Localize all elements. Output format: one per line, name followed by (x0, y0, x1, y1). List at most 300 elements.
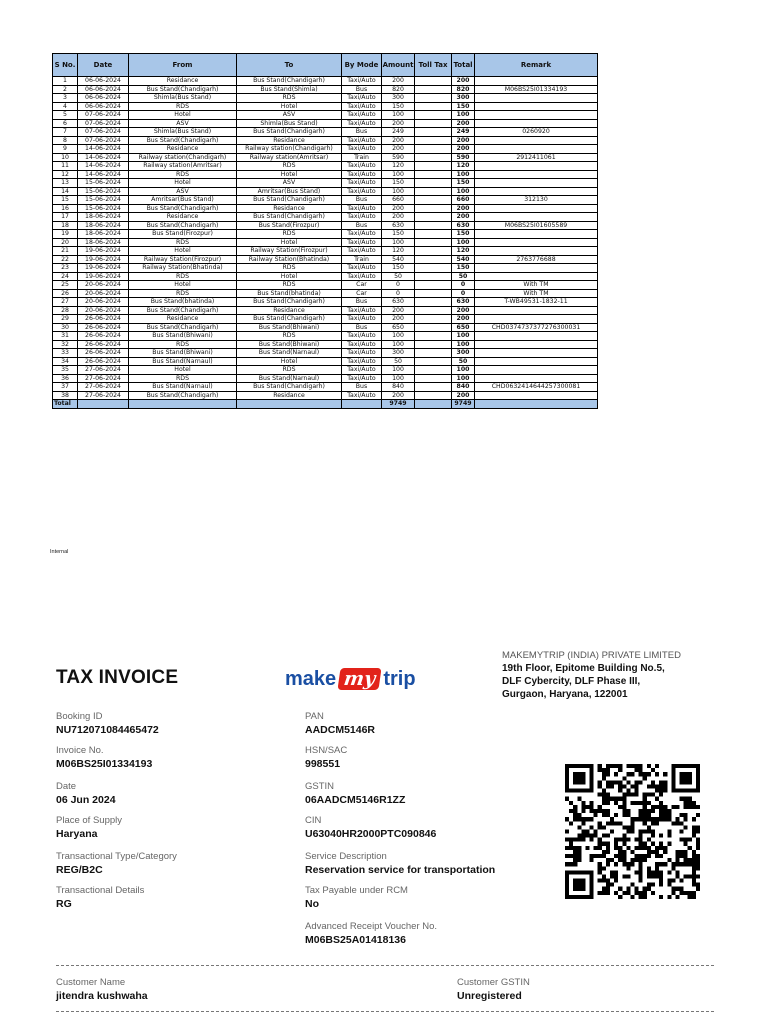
table-cell: 50 (382, 357, 415, 366)
column-header: By Mode (342, 54, 382, 77)
table-cell: 06-06-2024 (78, 102, 129, 111)
table-cell: 200 (382, 77, 415, 86)
table-cell: Train (342, 255, 382, 264)
table-row (53, 255, 598, 264)
table-cell: 35 (53, 366, 78, 375)
table-cell: Taxi/Auto (342, 230, 382, 239)
pan-field: PAN AADCM5146R (305, 711, 376, 736)
table-row (53, 204, 598, 213)
table-cell (415, 179, 452, 188)
table-cell: 0 (452, 281, 475, 290)
table-cell: RDS (237, 281, 342, 290)
total-row (53, 400, 598, 409)
table-cell: Shimla(Bus Stand) (129, 128, 237, 137)
table-cell (475, 170, 598, 179)
advance-receipt-voucher-field: Advanced Receipt Voucher No. M06BS25A01418136 (305, 921, 438, 946)
table-cell: 3 (53, 94, 78, 103)
table-cell (415, 204, 452, 213)
date-field: Date 06 Jun 2024 (56, 781, 116, 806)
table-cell: 2 (53, 85, 78, 94)
table-cell: 34 (53, 357, 78, 366)
booking-id-field: Booking ID NU712071084465472 (56, 711, 159, 736)
table-cell: 200 (382, 391, 415, 400)
table-cell: 15-06-2024 (78, 187, 129, 196)
classification-label: Internal (50, 549, 69, 555)
column-header: Date (78, 54, 129, 77)
table-cell (415, 289, 452, 298)
table-row (53, 153, 598, 162)
table-cell: 120 (382, 162, 415, 171)
table-cell: 650 (452, 323, 475, 332)
table-cell: 0 (382, 289, 415, 298)
table-cell: Railway station(Amritsar) (129, 162, 237, 171)
table-cell: 100 (382, 332, 415, 341)
table-cell: Taxi/Auto (342, 213, 382, 222)
table-cell: 150 (452, 179, 475, 188)
table-cell (475, 332, 598, 341)
table-cell: RDS (237, 366, 342, 375)
table-cell: Bus (342, 298, 382, 307)
table-cell: 32 (53, 340, 78, 349)
table-cell: RDS (237, 162, 342, 171)
table-cell: M06BS25I01334193 (475, 85, 598, 94)
table-cell: 33 (53, 349, 78, 358)
table-cell: 660 (452, 196, 475, 205)
table-cell (475, 349, 598, 358)
table-cell: Hotel (237, 238, 342, 247)
table-cell: 19-06-2024 (78, 272, 129, 281)
table-row (53, 102, 598, 111)
table-cell: Residance (129, 213, 237, 222)
table-cell: 20-06-2024 (78, 306, 129, 315)
table-cell: Taxi/Auto (342, 357, 382, 366)
table-cell: 07-06-2024 (78, 111, 129, 120)
table-cell: Taxi/Auto (342, 77, 382, 86)
table-cell (415, 247, 452, 256)
column-header: Remark (475, 54, 598, 77)
table-cell: 31 (53, 332, 78, 341)
table-cell (475, 315, 598, 324)
invoice-title: TAX INVOICE (56, 667, 179, 688)
table-row (53, 289, 598, 298)
table-row (53, 221, 598, 230)
table-cell: Bus (342, 221, 382, 230)
table-cell: 14-06-2024 (78, 162, 129, 171)
table-cell: 07-06-2024 (78, 119, 129, 128)
table-cell: 26-06-2024 (78, 315, 129, 324)
table-cell: Car (342, 281, 382, 290)
table-row (53, 349, 598, 358)
table-cell: 200 (452, 77, 475, 86)
table-row (53, 187, 598, 196)
table-cell: 200 (452, 213, 475, 222)
total-cell: Total (53, 400, 78, 409)
table-cell (415, 85, 452, 94)
table-cell: 150 (382, 230, 415, 239)
table-cell: With TM (475, 289, 598, 298)
table-row (53, 77, 598, 86)
table-cell: 15 (53, 196, 78, 205)
table-cell: Bus Stand(Chandigarh) (129, 204, 237, 213)
table-cell (475, 213, 598, 222)
table-cell: Bus Stand(Chandigarh) (129, 391, 237, 400)
table-cell: 100 (452, 111, 475, 120)
table-cell: 200 (452, 136, 475, 145)
table-cell (415, 366, 452, 375)
table-cell: Hotel (237, 272, 342, 281)
table-cell: Bus Stand(Chandigarh) (237, 315, 342, 324)
table-cell (415, 94, 452, 103)
table-cell: 14-06-2024 (78, 153, 129, 162)
table-cell (475, 306, 598, 315)
table-cell (475, 145, 598, 154)
table-cell: Bus Stand(Narnaul) (129, 357, 237, 366)
table-cell: 16 (53, 204, 78, 213)
table-cell (475, 77, 598, 86)
table-row (53, 357, 598, 366)
table-cell: 200 (382, 145, 415, 154)
table-row (53, 298, 598, 307)
table-cell: 7 (53, 128, 78, 137)
table-cell: Bus Stand(Chandigarh) (129, 221, 237, 230)
table-cell: 200 (382, 213, 415, 222)
table-cell: RDS (129, 170, 237, 179)
table-cell: Bus Stand(Bhiwani) (129, 332, 237, 341)
total-cell: 9749 (382, 400, 415, 409)
total-cell (342, 400, 382, 409)
company-block (502, 649, 681, 701)
table-cell: Taxi/Auto (342, 247, 382, 256)
transaction-details-field: Transactional Details RG (56, 885, 145, 910)
table-cell: 19-06-2024 (78, 247, 129, 256)
table-cell: 27-06-2024 (78, 383, 129, 392)
company-address-line3: Gurgaon, Haryana, 122001 (502, 689, 628, 700)
table-row (53, 162, 598, 171)
table-cell: Residance (237, 204, 342, 213)
table-cell: Bus Stand(Chandigarh) (237, 383, 342, 392)
table-cell: Taxi/Auto (342, 170, 382, 179)
table-cell (475, 264, 598, 273)
table-cell: 300 (452, 94, 475, 103)
table-cell: 06-06-2024 (78, 85, 129, 94)
table-cell: 28 (53, 306, 78, 315)
table-cell (415, 128, 452, 137)
table-cell: Bus Stand(Bhiwani) (129, 349, 237, 358)
table-cell: 200 (452, 145, 475, 154)
table-cell: 23 (53, 264, 78, 273)
table-cell: 26-06-2024 (78, 357, 129, 366)
table-cell: Hotel (129, 247, 237, 256)
table-cell: 660 (382, 196, 415, 205)
table-cell: 07-06-2024 (78, 136, 129, 145)
table-cell: Taxi/Auto (342, 306, 382, 315)
table-cell (415, 196, 452, 205)
table-cell: ASV (129, 119, 237, 128)
table-cell: Taxi/Auto (342, 238, 382, 247)
table-cell: Taxi/Auto (342, 272, 382, 281)
table-cell: ASV (237, 111, 342, 120)
table-cell (415, 315, 452, 324)
table-cell: 249 (382, 128, 415, 137)
table-cell: Taxi/Auto (342, 136, 382, 145)
table-cell: Train (342, 153, 382, 162)
table-cell: 19 (53, 230, 78, 239)
table-cell (415, 323, 452, 332)
transaction-type-field: Transactional Type/Category REG/B2C (56, 851, 177, 876)
table-cell (415, 102, 452, 111)
table-cell: RDS (237, 264, 342, 273)
table-row (53, 136, 598, 145)
table-cell: 27-06-2024 (78, 391, 129, 400)
table-cell: 0260920 (475, 128, 598, 137)
table-cell: Bus Stand(Shimla) (237, 85, 342, 94)
table-cell: 150 (452, 102, 475, 111)
table-cell: 100 (382, 366, 415, 375)
table-cell: Bus Stand(Narnaul) (129, 383, 237, 392)
table-cell: 27-06-2024 (78, 374, 129, 383)
table-cell: Residance (237, 306, 342, 315)
table-cell: Residance (237, 391, 342, 400)
table-cell: 120 (452, 247, 475, 256)
table-row (53, 391, 598, 400)
table-cell: ASV (129, 187, 237, 196)
table-row (53, 85, 598, 94)
table-cell: Railway station(Chandigarh) (129, 153, 237, 162)
table-cell: 21 (53, 247, 78, 256)
table-cell (415, 145, 452, 154)
table-cell: 50 (452, 357, 475, 366)
table-cell: 200 (452, 204, 475, 213)
table-cell (475, 357, 598, 366)
table-cell: Amritsar(Bus Stand) (237, 187, 342, 196)
table-cell: 150 (452, 230, 475, 239)
table-cell: 200 (382, 306, 415, 315)
table-cell: 300 (382, 349, 415, 358)
table-cell: RDS (129, 289, 237, 298)
column-header: Total (452, 54, 475, 77)
table-cell: 19-06-2024 (78, 264, 129, 273)
table-cell: Bus Stand(Narnaul) (237, 374, 342, 383)
table-cell: Taxi/Auto (342, 111, 382, 120)
table-cell: 100 (382, 111, 415, 120)
table-cell: Bus (342, 128, 382, 137)
table-cell: 150 (382, 102, 415, 111)
table-cell: 100 (452, 366, 475, 375)
table-cell: 14 (53, 187, 78, 196)
table-cell: Bus Stand(Chandigarh) (237, 128, 342, 137)
table-cell: 0 (382, 281, 415, 290)
table-cell: Taxi/Auto (342, 102, 382, 111)
table-cell: 50 (382, 272, 415, 281)
invoice-no-field: Invoice No. M06BS25I01334193 (56, 745, 153, 770)
table-row (53, 323, 598, 332)
table-row (53, 238, 598, 247)
table-cell: Taxi/Auto (342, 94, 382, 103)
table-cell: 100 (452, 170, 475, 179)
table-cell: Bus (342, 85, 382, 94)
table-cell: RDS (129, 340, 237, 349)
table-cell: 4 (53, 102, 78, 111)
table-cell: Hotel (129, 281, 237, 290)
table-cell: Bus Stand(Narnaul) (237, 349, 342, 358)
table-cell: 26 (53, 289, 78, 298)
table-cell: 200 (452, 306, 475, 315)
table-cell: 630 (382, 298, 415, 307)
table-cell: 27 (53, 298, 78, 307)
table-cell: Shimla(Bus Stand) (129, 94, 237, 103)
table-cell: Bus Stand(Chandigarh) (129, 85, 237, 94)
table-cell: Taxi/Auto (342, 162, 382, 171)
table-cell (475, 247, 598, 256)
table-cell: 25 (53, 281, 78, 290)
table-cell: 100 (382, 340, 415, 349)
table-cell: 27-06-2024 (78, 366, 129, 375)
table-cell: 15-06-2024 (78, 196, 129, 205)
table-cell: 26-06-2024 (78, 332, 129, 341)
table-cell (415, 230, 452, 239)
column-header: Toll Tax (415, 54, 452, 77)
table-cell: Taxi/Auto (342, 145, 382, 154)
table-cell (415, 162, 452, 171)
table-cell (415, 264, 452, 273)
table-row (53, 383, 598, 392)
table-cell: 120 (382, 247, 415, 256)
table-cell: 200 (452, 315, 475, 324)
table-cell: 24 (53, 272, 78, 281)
table-cell (415, 306, 452, 315)
table-cell (475, 111, 598, 120)
table-cell: Railway Station(Bhatinda) (237, 255, 342, 264)
table-cell: Bus Stand(Chandigarh) (129, 306, 237, 315)
column-header: Amount (382, 54, 415, 77)
table-cell (415, 238, 452, 247)
table-cell: Taxi/Auto (342, 391, 382, 400)
table-row (53, 170, 598, 179)
company-name: MAKEMYTRIP (INDIA) PRIVATE LIMITED (502, 650, 681, 661)
table-cell: Bus Stand(Chandigarh) (129, 136, 237, 145)
table-cell: 540 (452, 255, 475, 264)
table-row (53, 281, 598, 290)
table-cell: 100 (382, 170, 415, 179)
column-header: S No. (53, 54, 78, 77)
company-address-line2: DLF Cybercity, DLF Phase III, (502, 676, 641, 687)
table-cell: Taxi/Auto (342, 349, 382, 358)
table-cell: Bus Stand(Firozpur) (237, 221, 342, 230)
table-cell: CHD0374737377276300031 (475, 323, 598, 332)
table-cell: 14-06-2024 (78, 170, 129, 179)
table-cell (475, 119, 598, 128)
column-header: From (129, 54, 237, 77)
table-cell (415, 272, 452, 281)
table-cell: Residance (129, 315, 237, 324)
table-cell: 1 (53, 77, 78, 86)
table-cell: Bus Stand(Chandigarh) (237, 298, 342, 307)
table-cell (415, 255, 452, 264)
table-cell: 100 (452, 374, 475, 383)
table-cell: 100 (382, 374, 415, 383)
table-cell: Railway Station(Firozpur) (237, 247, 342, 256)
table-cell: 540 (382, 255, 415, 264)
table-cell (415, 332, 452, 341)
total-cell (475, 400, 598, 409)
table-cell (415, 221, 452, 230)
table-cell: Bus Stand(Bhiwani) (237, 340, 342, 349)
table-cell: 650 (382, 323, 415, 332)
column-header: To (237, 54, 342, 77)
table-cell (415, 136, 452, 145)
table-cell: Railway station(Amritsar) (237, 153, 342, 162)
table-cell: 17 (53, 213, 78, 222)
table-cell: Railway station(Chandigarh) (237, 145, 342, 154)
table-cell: Residance (129, 77, 237, 86)
table-cell: 590 (382, 153, 415, 162)
table-cell (415, 391, 452, 400)
table-cell: 100 (452, 332, 475, 341)
table-cell: 12 (53, 170, 78, 179)
table-cell: Taxi/Auto (342, 315, 382, 324)
table-row (53, 247, 598, 256)
table-cell: RDS (237, 332, 342, 341)
table-cell: Taxi/Auto (342, 332, 382, 341)
table-cell: 150 (382, 264, 415, 273)
table-row (53, 179, 598, 188)
table-row (53, 264, 598, 273)
customer-gstin-field: Customer GSTIN Unregistered (457, 977, 530, 1002)
table-cell: Hotel (237, 170, 342, 179)
table-cell (415, 340, 452, 349)
table-cell (475, 230, 598, 239)
table-cell (415, 281, 452, 290)
table-cell: 150 (382, 179, 415, 188)
table-cell (415, 187, 452, 196)
table-row (53, 213, 598, 222)
table-cell: 18 (53, 221, 78, 230)
table-cell: 06-06-2024 (78, 94, 129, 103)
table-cell: 590 (452, 153, 475, 162)
table-cell: Bus Stand(bhatinda) (129, 298, 237, 307)
table-cell (475, 204, 598, 213)
table-row (53, 111, 598, 120)
table-cell (415, 111, 452, 120)
table-cell: 36 (53, 374, 78, 383)
table-row (53, 119, 598, 128)
table-cell: 200 (382, 136, 415, 145)
table-cell (415, 357, 452, 366)
table-cell: 100 (452, 187, 475, 196)
table-row (53, 366, 598, 375)
makemytrip-logo: make my trip (285, 667, 416, 690)
table-row (53, 340, 598, 349)
table-cell: 630 (382, 221, 415, 230)
table-row (53, 306, 598, 315)
table-cell: 20-06-2024 (78, 298, 129, 307)
table-cell: Hotel (129, 111, 237, 120)
table-cell (475, 374, 598, 383)
table-cell (415, 119, 452, 128)
table-cell: Hotel (129, 366, 237, 375)
table-cell: Bus Stand(Chandigarh) (237, 213, 342, 222)
table-cell: Bus Stand(Chandigarh) (237, 196, 342, 205)
table-cell (475, 162, 598, 171)
table-cell: 630 (452, 221, 475, 230)
table-cell: Bus Stand(Firozpur) (129, 230, 237, 239)
table-header-row (53, 54, 598, 77)
table-cell: 26-06-2024 (78, 349, 129, 358)
table-cell: 200 (452, 119, 475, 128)
table-cell (415, 298, 452, 307)
table-cell: 18-06-2024 (78, 221, 129, 230)
table-cell: 13 (53, 179, 78, 188)
